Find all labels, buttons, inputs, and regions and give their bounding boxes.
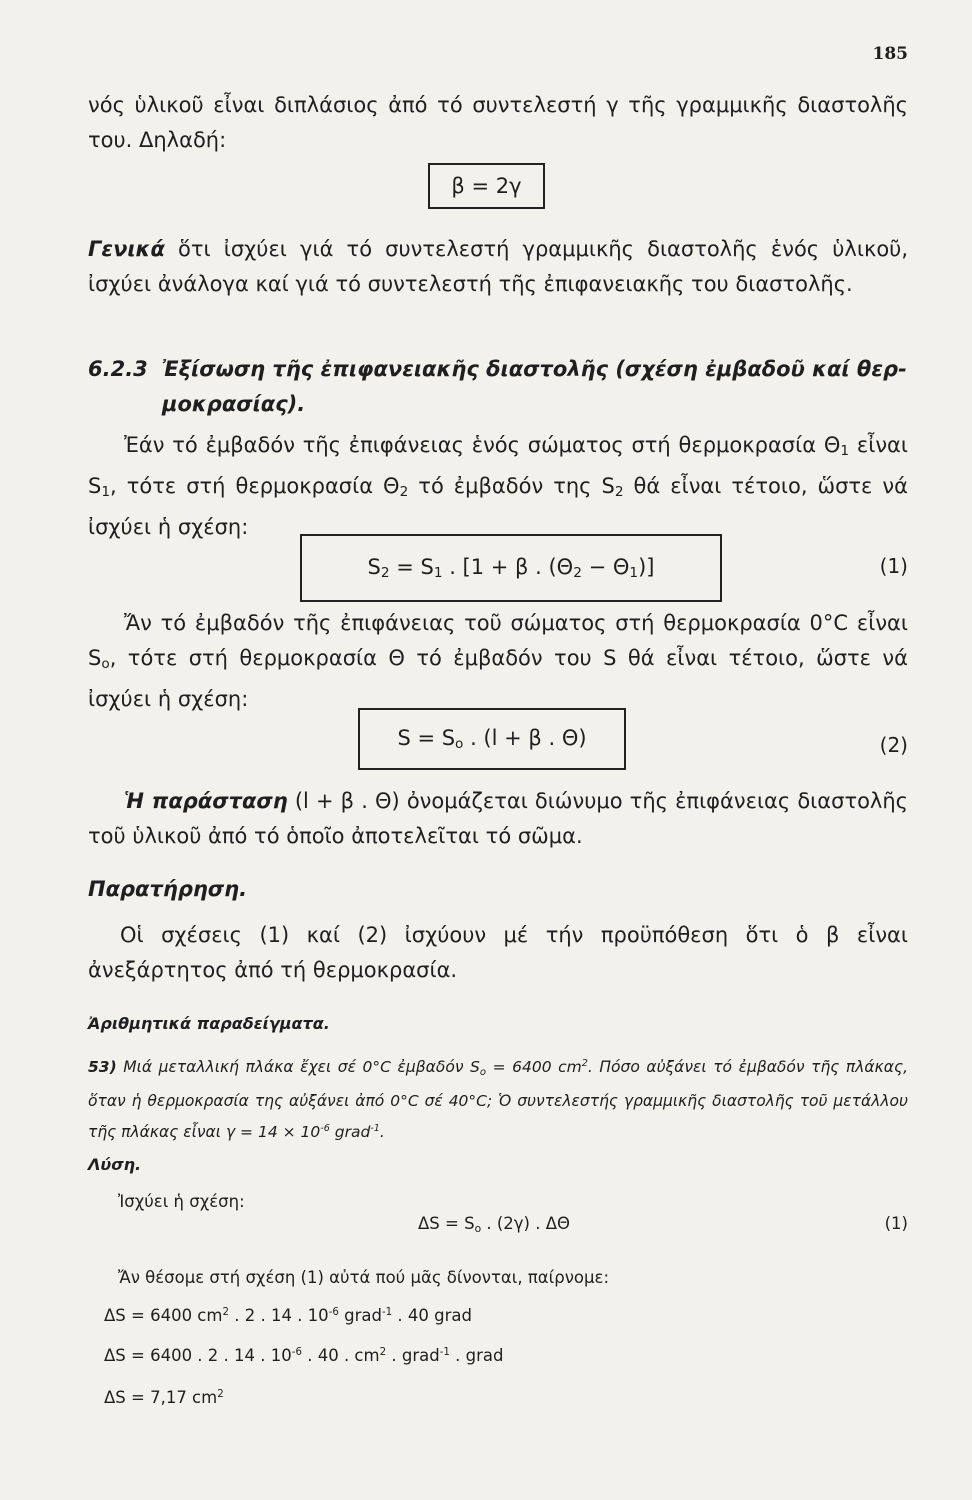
page-number: 185 bbox=[872, 44, 908, 64]
equation-1-box bbox=[300, 534, 722, 602]
equation-1: $S_2 = S_1$ . [1 + β . $(\Theta_2 - \Theta_1)$] bbox=[367, 555, 655, 581]
solution-line-2: ΔS = 6400 . 2 . 14 . $10^{-6}$ . 40 . $cm^2$ . grad$^{-1}$ . grad bbox=[104, 1346, 504, 1365]
equation-1-label: (1) bbox=[879, 554, 908, 578]
solution-line-1: ΔS = 6400 $cm^2$ . 2 . 14 . $10^{-6}$ grad$^{-1}$ . 40 grad bbox=[104, 1306, 473, 1325]
binomial-lead: Ἡ παράσταση bbox=[124, 789, 288, 813]
paragraph-general bbox=[88, 232, 908, 302]
solution-substitute: Ἄν θέσομε στή σχέση (1) αὐτά πού μᾶς δίνονται, παίρνομε: bbox=[118, 1268, 610, 1287]
solution-equation: $\Delta S = S_o$ . (2γ) . ΔΘ bbox=[418, 1214, 571, 1235]
binomial-text: (l + β . Θ) ὀνομάζεται διώνυμο τῆς ἐπιφάνειας διαστολῆς τοῦ ὑλικοῦ ἀπό τό ὁποῖο ἀποτελεῖται τό σῶμα. bbox=[88, 789, 908, 848]
remark-title: Παρατήρηση. bbox=[88, 877, 248, 901]
solution-intro: Ἰσχύει ἡ σχέση: bbox=[118, 1192, 245, 1211]
remark-text: Οἱ σχέσεις (1) καί (2) ἰσχύουν μέ τήν προϋπόθεση ὅτι ὁ β εἶναι ἀνεξάρτητος ἀπό τή θερμοκρασία. bbox=[88, 923, 908, 982]
paragraph-zero-celsius: Ἄν τό ἐμβαδόν τῆς ἐπιφάνειας τοῦ σώματος στή θερμοκρασία 0°C εἶναι $S_o$, τότε στή θερμοκρασία Θ τό ἐμβαδόν του S θά εἶναι τέτοιο, ὥστε νά ἰσχύει ἡ σχέση: bbox=[88, 611, 908, 711]
general-text: ὅτι ἰσχύει γιά τό συντελεστή γραμμικῆς διαστολῆς ἑνός ὑλικοῦ, ἰσχύει ἀνάλογα καί γιά τό συντελεστή τῆς ἐπιφανειακῆς του διαστολῆς. bbox=[88, 237, 908, 296]
problem-53: 53) Μιά μεταλλική πλάκα ἔχει σέ 0°C ἐμβαδόν $S_o = 6400$ $cm^2$. Πόσο αὐξάνει τό ἐμβαδόν τῆς πλάκας, ὅταν ἡ θερμοκρασία της αὐξάνει ἀπό 0°C σέ 40°C; Ὁ συντελεστής γραμμικῆς διαστολῆς τοῦ μετάλλου τῆς πλάκας εἶναι $\gamma = 14 \times 10^{-6}$ grad$^{-1}$. bbox=[88, 1058, 909, 1141]
paragraph-intro: νός ὑλικοῦ εἶναι διπλάσιος ἀπό τό συντελεστή γ τῆς γραμμικῆς διαστολῆς του. Δηλαδή: bbox=[88, 93, 908, 152]
section-title-line2: μοκρασίας). bbox=[162, 392, 306, 416]
solution-title: Λύση. bbox=[88, 1155, 142, 1174]
equation-2: $S = S_o$ . (l + β . Θ) bbox=[397, 726, 587, 752]
section-heading bbox=[88, 352, 908, 422]
examples-title: Ἀριθμητικά παραδείγματα. bbox=[88, 1014, 330, 1033]
problem-number: 53) bbox=[88, 1058, 117, 1076]
equation-2-box bbox=[358, 708, 626, 770]
equation-beta-gamma: β = 2γ bbox=[428, 163, 545, 209]
general-lead: Γενικά bbox=[88, 237, 165, 261]
section-title-line1: Ἐξίσωση τῆς ἐπιφανειακῆς διαστολῆς (σχέση ἐμβαδοῦ καί θερ- bbox=[162, 357, 907, 381]
solution-line-3: ΔS = 7,17 $cm^2$ bbox=[104, 1388, 224, 1407]
paragraph-surface-equation: Ἐάν τό ἐμβαδόν τῆς ἐπιφάνειας ἑνός σώματος στή θερμοκρασία $\Theta_1$ εἶναι $S_1$, τότε στή θερμοκρασία $\Theta_2$ τό ἐμβαδόν της $S_2$ θά εἶναι τέτοιο, ὥστε νά ἰσχύει ἡ σχέση: bbox=[88, 433, 908, 539]
paragraph-binomial bbox=[88, 784, 908, 854]
equation-2-label: (2) bbox=[879, 733, 908, 757]
solution-equation-label: (1) bbox=[884, 1214, 908, 1233]
section-number: 6.2.3 bbox=[88, 357, 148, 381]
